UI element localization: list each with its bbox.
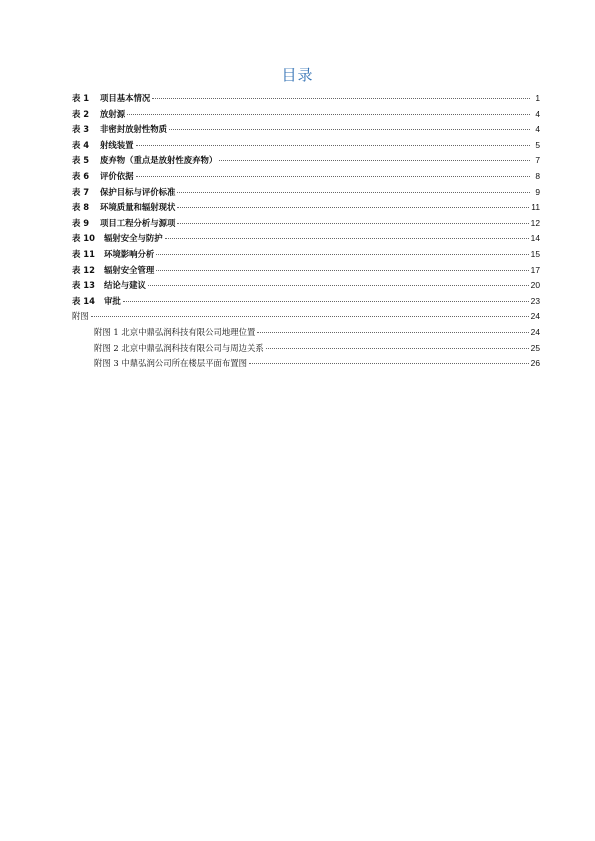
dot-leader [123,301,529,302]
toc-entry-13[interactable] [72,279,540,295]
toc-entry-1[interactable] [72,92,540,108]
toc-entry-label: 废弃物（重点是放射性废弃物） [100,155,218,166]
toc-entry-page: 15 [530,248,540,259]
dot-leader [257,332,528,333]
dot-leader [249,363,529,364]
dot-leader [136,145,531,146]
dot-leader [165,238,529,239]
toc-entry-2[interactable] [72,108,540,124]
toc-entry-label: 附图 [72,311,89,322]
toc-entry-number: 表 14 [72,295,95,306]
toc-entry-number: 表 7 [72,186,90,197]
toc-entry-label: 结论与建议 [104,280,146,291]
toc-entry-number: 表 8 [72,202,90,213]
toc-entry-6[interactable] [72,170,540,186]
toc-entry-9[interactable] [72,217,540,233]
table-of-contents [72,92,540,373]
toc-entry-10[interactable] [72,232,540,248]
toc-entry-11[interactable] [72,248,540,264]
toc-entry-appendix[interactable] [72,310,540,326]
toc-entry-page: 1 [535,93,540,103]
toc-entry-14[interactable] [72,295,540,311]
toc-entry-page: 12 [530,217,540,228]
toc-entry-label: 评价依据 [100,170,134,181]
toc-entry-page: 20 [530,280,540,291]
toc-entry-label: 射线装置 [100,139,134,150]
toc-title: 目录 [281,66,314,84]
toc-entry-page: 7 [535,155,540,166]
dot-leader [266,348,529,349]
toc-entry-number: 表 4 [72,139,90,150]
toc-entry-number: 表 9 [72,217,90,228]
toc-entry-label: 保护目标与评价标准 [100,186,176,197]
toc-entry-label: 附图 2 北京中鼎弘润科技有限公司与周边关系 [94,342,264,353]
toc-entry-page: 25 [530,342,540,353]
toc-entry-label: 附图 1 北京中鼎弘润科技有限公司地理位置 [94,326,256,337]
toc-entry-number: 表 5 [72,155,90,166]
dot-leader [177,192,530,193]
toc-entry-page: 24 [530,311,540,322]
toc-entry-label: 放射源 [100,108,126,119]
toc-entry-page: 8 [535,170,540,181]
toc-entry-page: 26 [530,358,540,369]
toc-entry-label: 环境影响分析 [104,248,155,259]
toc-entry-number: 表 13 [72,280,95,291]
toc-entry-label: 辐射安全与防护 [104,233,163,244]
toc-entry-appendix-3[interactable] [72,357,540,373]
toc-entry-3[interactable] [72,123,540,139]
dot-leader [219,160,530,161]
toc-entry-number: 表 1 [72,93,90,103]
toc-entry-number: 表 2 [72,108,90,119]
toc-entry-page: 4 [535,124,540,135]
toc-entry-number: 表 12 [72,264,95,275]
toc-entry-12[interactable] [72,264,540,280]
toc-entry-page: 23 [530,295,540,306]
dot-leader [177,223,528,224]
dot-leader [156,270,528,271]
toc-entry-4[interactable] [72,139,540,155]
dot-leader [152,98,530,99]
toc-entry-7[interactable] [72,186,540,202]
toc-entry-label: 辐射安全管理 [104,264,155,275]
toc-entry-appendix-1[interactable] [72,326,540,342]
toc-entry-5[interactable] [72,154,540,170]
toc-entry-label: 项目基本情况 [100,93,151,103]
toc-entry-number: 表 3 [72,124,90,135]
toc-entry-label: 项目工程分析与源项 [100,217,176,228]
dot-leader [136,176,531,177]
toc-entry-page: 17 [530,264,540,275]
toc-entry-page: 9 [535,186,540,197]
toc-entry-label: 附图 3 中鼎弘润公司所在楼层平面布置图 [94,358,248,369]
dot-leader [169,129,530,130]
toc-entry-appendix-2[interactable] [72,342,540,358]
toc-entry-label: 环境质量和辐射现状 [100,202,176,213]
toc-entry-page: 5 [535,139,540,150]
toc-entry-8[interactable] [72,201,540,217]
toc-entry-page: 14 [530,233,540,244]
toc-entry-page: 11 [531,202,540,213]
toc-entry-label: 审批 [104,295,121,306]
dot-leader [127,114,530,115]
toc-entry-number: 表 6 [72,170,90,181]
toc-entry-number: 表 10 [72,233,95,244]
toc-entry-page: 4 [535,108,540,119]
toc-entry-page: 24 [530,326,540,337]
dot-leader [156,254,528,255]
toc-entry-label: 非密封放射性物质 [100,124,167,135]
dot-leader [148,285,529,286]
dot-leader [177,207,529,208]
toc-entry-number: 表 11 [72,248,95,259]
dot-leader [91,316,529,317]
